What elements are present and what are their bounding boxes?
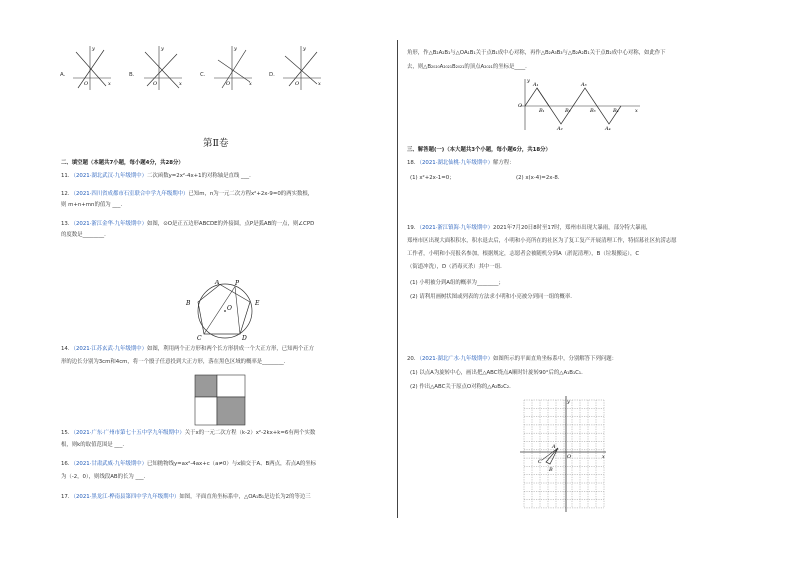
squares-figure	[194, 374, 246, 426]
part-heading: 第Ⅱ卷	[203, 138, 229, 149]
q14: 14．（2021·江苏玄武·九年级期中）如图，利用两个正方形和两个长方形拼成一个大正方形，已知两个正方	[61, 346, 315, 352]
zigzag-label-a1: A₁	[533, 82, 539, 88]
q19-text: 2021年7月20日8时至17时，郑州市出现大暴雨，部分特大暴雨，	[493, 225, 652, 231]
q17-text: 如图，平面直角坐标系中，△OA₁B₁是边长为2的等边三	[179, 494, 311, 500]
pentagon-label-a: A	[215, 280, 220, 286]
zigzag-label-a4: A₄	[605, 126, 611, 132]
q13: 13．（2021·浙江金华·九年级期中）如图，⊙O是正五边形ABCDE的外接圆，点P是弧AB的一点，则∠CPD	[61, 221, 315, 227]
q13-source: （2021·浙江金华·九年级期中）	[73, 221, 148, 227]
grid-label-a: A	[552, 444, 556, 450]
q13-text: 如图，⊙O是正五边形ABCDE的外接圆，点P是弧AB的一点，则∠CPD	[147, 221, 315, 227]
q13-line2: 的度数是________.	[61, 232, 106, 238]
q20-part2: (2) 作出△ABC关于原点O对称的△A₂B₂C₂．	[410, 384, 515, 390]
option-graph-c	[198, 42, 258, 94]
option-graph-b	[127, 42, 187, 94]
q19-source: （2021·浙江镇海·九年级期中）	[419, 225, 494, 231]
option-b-x: x	[179, 81, 182, 87]
option-graph-b-plot	[139, 42, 184, 92]
section3-heading: 三、解答题(一)（本大题共3个小题，每小题6分，共18分）	[407, 147, 551, 153]
q18-part2: (2) x(x-4)=2x-8．	[516, 175, 564, 181]
zigzag-label-b2: B₂	[565, 108, 571, 114]
q11-source: （2021·湖北武汉·九年级期中）	[73, 173, 148, 179]
option-graph-a	[55, 42, 115, 94]
option-graph-c-plot	[210, 42, 255, 92]
q19-line4: （街道冲洗），D（消毒灭杀）其中一组．	[407, 264, 506, 270]
pentagon-label-c: C	[197, 335, 202, 342]
option-d-x: x	[318, 81, 321, 87]
q19: 19．（2021·浙江镇海·九年级期中）2021年7月20日8时至17时，郑州市出现大暴雨，部分特大暴雨，	[407, 225, 652, 231]
option-graph-d-plot	[279, 42, 324, 92]
q16-line2: 为（-2，0），则线段AB的长为 ___.	[61, 474, 146, 480]
zigzag-figure	[510, 76, 645, 132]
pentagon-circle-figure	[180, 280, 270, 342]
zigzag-label-a3: A₃	[581, 82, 587, 88]
grid-label-c: C	[538, 459, 542, 465]
option-c-x: x	[249, 81, 252, 87]
option-graph-a-plot	[68, 42, 113, 92]
pentagon-label-e: E	[255, 300, 260, 307]
q15-source: （2021·广东·广州市第七十五中学九年级期中）	[73, 430, 185, 436]
grid-label-b: B	[549, 467, 553, 473]
grid-label-y: y	[567, 399, 570, 405]
q15-text: 关于x的一元二次方程（k-2）x²-2kx+k=6有两个实数	[184, 430, 316, 436]
q14-text: 如图，利用两个正方形和两个长方形拼成一个大正方形，已知两个正方	[147, 346, 315, 352]
q16: 16．（2021·甘肃武威·九年级期中）已知抛物线y=ax²-4ax+c（a≠0）与x轴交于A、B两点，若点A的坐标	[61, 461, 317, 467]
option-a-x: x	[108, 81, 111, 87]
column-divider	[397, 40, 398, 518]
pentagon-label-o: O	[227, 305, 232, 312]
option-d-y: y	[303, 46, 306, 52]
q18-source: （2021·湖北仙桃·九年级期中）	[419, 160, 494, 166]
q18-text: 解方程：	[493, 160, 515, 166]
q12-text: 已知m，n为一元二次方程x²+2x-9=0的两实数根，	[188, 191, 314, 197]
option-d-o: O	[295, 81, 300, 87]
q16-source: （2021·甘肃武威·九年级期中）	[73, 461, 148, 467]
option-graphs	[55, 42, 325, 94]
pentagon-label-d: D	[242, 335, 247, 342]
option-a-y: y	[92, 46, 95, 52]
q20-part1: (1) 以点A为旋转中心，画出把△ABC绕点A顺时针旋转90°后的△A₁B₁C₁．	[410, 370, 587, 376]
q12-source: （2021·四川省成都市石室联合中学九年级期中）	[73, 191, 189, 197]
option-c-y: y	[234, 46, 237, 52]
q17: 17．（2021·黑龙江·桦南县第四中学九年级期中）如图，平面直角坐标系中，△OA₁B₁是边长为2的等边三	[61, 494, 311, 500]
q17-cont-line1: 角形，作△B₂A₂B₁与△OA₁B₁关于点B₁成中心对称，再作△B₂A₃B₃与△B₂A₂B₁关于点B₂成中心对称，如此作下	[407, 50, 666, 56]
section2-heading: 二、填空题（本题共7小题，每小题4分，共28分）	[61, 160, 184, 166]
q17-cont-line2: 去，则△B₂₀₂₀A₂₀₂₁B₂₀₂₁的顶点A₂₀₂₁的坐标是____.	[407, 64, 527, 70]
option-a-o: O	[84, 81, 89, 87]
zigzag-label-y: y	[527, 78, 530, 84]
q19-line3: 工作者，小明和小亮报名参加，根据规定，志愿者会被随机分到A（淤泥清理），B（垃圾搬运），C	[407, 251, 640, 257]
q15-line2: 根，则k的取值范围是 ___.	[61, 442, 125, 448]
q19-line2: 郑州市区出现大面积积水，积水退去后，小明和小亮所在的社区为了复工复产开展清理工作，特招募社区抗涝志愿	[407, 238, 677, 244]
zigzag-label-o: O	[518, 103, 523, 109]
q14-line2: 形的边长分别为3cm和4cm，将一个骰子任意投到大正方形，落在黑色区域的概率是________.	[61, 359, 286, 365]
zigzag-label-a2: A₂	[557, 126, 563, 132]
q18-part1: (1) x²+2x-1=0；	[410, 175, 455, 181]
q14-source: （2021·江苏玄武·九年级期中）	[73, 346, 148, 352]
option-label-d: D.	[269, 72, 275, 78]
q20: 20．（2021·湖北广水·九年级期中）如图所示的平面直角坐标系中，分别解答下列问题：	[407, 356, 618, 362]
coordinate-grid-figure	[518, 394, 610, 514]
option-c-o: O	[226, 81, 231, 87]
option-graph-d	[267, 42, 327, 94]
q16-text: 已知抛物线y=ax²-4ax+c（a≠0）与x轴交于A、B两点，若点A的坐标	[147, 461, 317, 467]
q11-text: 二次函数y=2x²-4x+1的对称轴是直线 ___.	[147, 173, 251, 179]
q11: 11．（2021·湖北武汉·九年级期中）二次函数y=2x²-4x+1的对称轴是直线 ___.	[61, 173, 251, 179]
q12: 12．（2021·四川省成都市石室联合中学九年级期中）已知m，n为一元二次方程x²+2x-9=0的两实数根，	[61, 191, 314, 197]
q19-part2: (2) 请利用画树状图或列表的方法求小明和小亮被分到同一组的概率．	[410, 294, 576, 300]
q18: 18．（2021·湖北仙桃·九年级期中）解方程：	[407, 160, 515, 166]
q12-line2: 则 m+n+mn的值为 ___.	[61, 202, 123, 208]
grid-label-x: x	[602, 454, 605, 460]
option-label-a: A.	[60, 72, 66, 78]
option-b-o: O	[153, 81, 158, 87]
zigzag-label-b3: B₃	[590, 108, 596, 114]
q15: 15．（2021·广东·广州市第七十五中学九年级期中）关于x的一元二次方程（k-2）x²-2kx+k=6有两个实数	[61, 430, 316, 436]
pentagon-label-p: P	[235, 280, 240, 287]
q20-text: 如图所示的平面直角坐标系中，分别解答下列问题：	[493, 356, 618, 362]
zigzag-label-b4: B₄	[613, 108, 619, 114]
grid-label-o: O	[567, 454, 572, 460]
q17-source: （2021·黑龙江·桦南县第四中学九年级期中）	[73, 494, 180, 500]
pentagon-label-b: B	[186, 300, 191, 307]
zigzag-label-x: x	[635, 108, 638, 114]
option-label-c: C.	[200, 72, 206, 78]
q19-part1: (1) 小明被分到A组的概率为________；	[410, 280, 504, 286]
zigzag-label-b1: B₁	[539, 108, 545, 114]
option-label-b: B.	[129, 72, 135, 78]
option-b-y: y	[161, 46, 164, 52]
q20-source: （2021·湖北广水·九年级期中）	[419, 356, 494, 362]
